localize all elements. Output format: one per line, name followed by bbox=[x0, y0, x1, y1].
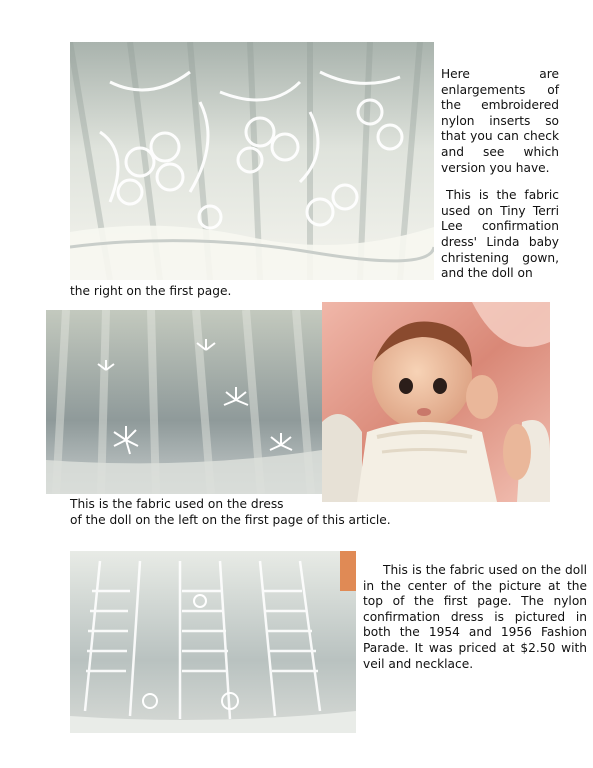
intro-text bbox=[441, 67, 559, 282]
fabric-photo-sprays bbox=[46, 310, 322, 494]
fabric-1-caption-end: the right on the first page. bbox=[70, 284, 232, 298]
fabric-2-caption-line-1: This is the fabric used on the dress bbox=[70, 497, 284, 511]
fabric-photo-stripes bbox=[70, 551, 356, 733]
fabric-2-caption-line-2: of the doll on the left on the first page of this article. bbox=[70, 512, 391, 527]
fabric-2-caption bbox=[70, 497, 490, 528]
doll-photo bbox=[322, 302, 550, 502]
fabric-3-caption: This is the fabric used on the doll in the center of the picture at the top of the first page. The nylon confirmation dress is pictured in both the 1954 and 1956 Fashion Parade. It was priced at $2.50 with veil and necklace. bbox=[363, 563, 587, 671]
intro-paragraph: Here are enlargements of the embroidered nylon inserts so that you can check and see which version you have. bbox=[441, 67, 559, 175]
fabric-1-caption: This is the fabric used on Tiny Terri Lee confirmation dress' Linda baby christening gown, and the doll on bbox=[441, 188, 559, 281]
fabric-photo-flowers bbox=[70, 42, 434, 280]
